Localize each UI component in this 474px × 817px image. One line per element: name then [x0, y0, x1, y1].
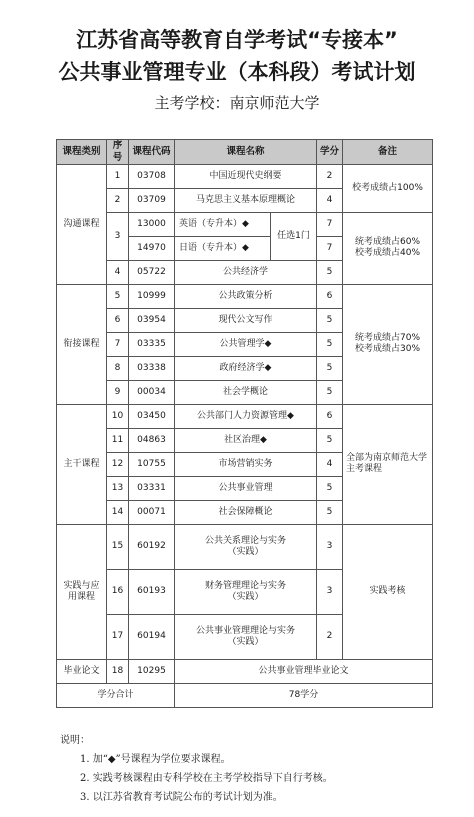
- row-no: 7: [107, 332, 129, 356]
- category-xianjie: 衔接课程: [57, 284, 107, 404]
- row-name-main: 公共事业管理理论与实务: [196, 625, 296, 636]
- table-row: [57, 164, 433, 188]
- header-category: 课程类别: [57, 140, 107, 165]
- row-credit: 5: [317, 500, 343, 524]
- table-row: [57, 284, 433, 308]
- row-credit: 6: [317, 284, 343, 308]
- row-credit: 5: [317, 476, 343, 500]
- row-no: 18: [107, 659, 129, 683]
- row-credit: 3: [317, 569, 343, 614]
- row-name-sub: （实践）: [227, 546, 264, 557]
- row-credit: 2: [317, 164, 343, 188]
- row-code: 00034: [129, 380, 175, 404]
- row-code: 60194: [129, 614, 175, 659]
- remark-line: 校考成绩占40%: [355, 248, 421, 259]
- row-name: 公共管理学◆: [175, 332, 317, 356]
- header-course-name: 课程名称: [175, 140, 317, 165]
- row-name: 政府经济学◆: [175, 356, 317, 380]
- remark-line: 统考成绩占70%: [355, 333, 421, 343]
- total-value: 78学分: [175, 683, 433, 707]
- notes-heading: 说明：: [60, 735, 90, 746]
- notes-section: [60, 731, 440, 807]
- remark-unified-70: [343, 284, 433, 404]
- row-credit: 5: [317, 332, 343, 356]
- row-no: 15: [107, 524, 129, 569]
- row-name: 社会学概论: [175, 380, 317, 404]
- row-code: 60192: [129, 524, 175, 569]
- row-code: 14970: [129, 236, 175, 260]
- row-name: [175, 569, 317, 614]
- remark-line: 校考成绩占30%: [355, 344, 421, 355]
- row-credit: 5: [317, 428, 343, 452]
- header-credit: 学分: [317, 140, 343, 165]
- row-code: 03338: [129, 356, 175, 380]
- note-item: 1. 加“◆”号课程为学位要求课程。: [80, 754, 231, 765]
- note-item: 3. 以江苏省教育考试院公布的考试计划为准。: [80, 792, 283, 803]
- row-credit: 6: [317, 404, 343, 428]
- row-credit: 5: [317, 356, 343, 380]
- row-no: 6: [107, 308, 129, 332]
- note-item: 2. 实践考核课程由专科学校在主考学校指导下自行考核。: [80, 773, 333, 784]
- row-name-main: 财务管理理论与实务: [205, 580, 287, 591]
- remark-main-school: 全部为南京师范大学主考课程: [343, 404, 433, 524]
- category-shijian: 实践与应用课程: [57, 524, 107, 659]
- row-name: 公共事业管理毕业论文: [175, 659, 433, 683]
- row-name-sub: （实践）: [227, 591, 264, 602]
- row-no: 14: [107, 500, 129, 524]
- row-no: 12: [107, 452, 129, 476]
- row-code: 10755: [129, 452, 175, 476]
- row-code: 03450: [129, 404, 175, 428]
- title-line-1: 江苏省高等教育自学考试“专接本”: [76, 28, 398, 52]
- row-credit: 5: [317, 260, 343, 284]
- choice-note: 任选1门: [271, 212, 317, 260]
- table-row: [57, 524, 433, 569]
- row-name: [175, 614, 317, 659]
- remark-unified-60: [343, 212, 433, 284]
- remark-practice: 实践考核: [343, 524, 433, 659]
- row-name: 公共事业管理: [175, 476, 317, 500]
- header-no: 序号: [107, 140, 129, 165]
- row-name: [175, 524, 317, 569]
- row-code: 03709: [129, 188, 175, 212]
- row-code: 10295: [129, 659, 175, 683]
- row-name: 马克思主义基本原理概论: [175, 188, 317, 212]
- row-name: 市场营销实务: [175, 452, 317, 476]
- row-no: 5: [107, 284, 129, 308]
- row-name: 现代公文写作: [175, 308, 317, 332]
- row-code: 13000: [129, 212, 175, 236]
- remark-line: 统考成绩占60%: [355, 237, 421, 247]
- title-line-2: 公共事业管理专业（本科段）考试计划: [58, 60, 416, 84]
- row-name: 公共政策分析: [175, 284, 317, 308]
- row-code: 03331: [129, 476, 175, 500]
- row-name: 中国近现代史纲要: [175, 164, 317, 188]
- row-code: 00071: [129, 500, 175, 524]
- row-credit: 3: [317, 524, 343, 569]
- row-no: 8: [107, 356, 129, 380]
- total-label: 学分合计: [57, 683, 175, 707]
- row-no: 17: [107, 614, 129, 659]
- row-credit: 4: [317, 452, 343, 476]
- category-zhugan: 主干课程: [57, 404, 107, 524]
- row-code: 03708: [129, 164, 175, 188]
- row-name: 社会保障概论: [175, 500, 317, 524]
- row-name: 英语（专升本）◆: [175, 212, 271, 236]
- row-credit: 5: [317, 308, 343, 332]
- row-no: 1: [107, 164, 129, 188]
- row-code: 10999: [129, 284, 175, 308]
- row-credit: 7: [317, 212, 343, 236]
- table-row: [57, 212, 433, 236]
- row-code: 03335: [129, 332, 175, 356]
- row-credit: 5: [317, 380, 343, 404]
- row-code: 60193: [129, 569, 175, 614]
- row-credit: 4: [317, 188, 343, 212]
- row-no: 9: [107, 380, 129, 404]
- row-no: 16: [107, 569, 129, 614]
- total-row: [57, 683, 433, 707]
- row-name-main: 公共关系理论与实务: [205, 535, 287, 546]
- row-no: 4: [107, 260, 129, 284]
- row-no: 11: [107, 428, 129, 452]
- row-no: 3: [107, 212, 129, 260]
- row-no: 10: [107, 404, 129, 428]
- subtitle-school: 主考学校：南京师范大学: [154, 94, 320, 112]
- remark-school-100: 校考成绩占100%: [343, 164, 433, 212]
- row-name: 日语（专升本）◆: [175, 236, 271, 260]
- row-name-sub: （实践）: [227, 636, 264, 647]
- table-header-row: [57, 140, 433, 165]
- row-name: 公共部门人力资源管理◆: [175, 404, 317, 428]
- row-code: 03954: [129, 308, 175, 332]
- row-no: 13: [107, 476, 129, 500]
- row-credit: 7: [317, 236, 343, 260]
- header-remark: 备注: [343, 140, 433, 165]
- category-goutong: 沟通课程: [57, 164, 107, 284]
- table-row: [57, 659, 433, 683]
- row-name: 社区治理◆: [175, 428, 317, 452]
- row-name: 公共经济学: [175, 260, 317, 284]
- row-code: 04863: [129, 428, 175, 452]
- row-code: 05722: [129, 260, 175, 284]
- exam-plan-table: [56, 139, 433, 708]
- row-credit: 2: [317, 614, 343, 659]
- header-code: 课程代码: [129, 140, 175, 165]
- table-row: [57, 404, 433, 428]
- category-biye: 毕业论文: [57, 659, 107, 683]
- row-no: 2: [107, 188, 129, 212]
